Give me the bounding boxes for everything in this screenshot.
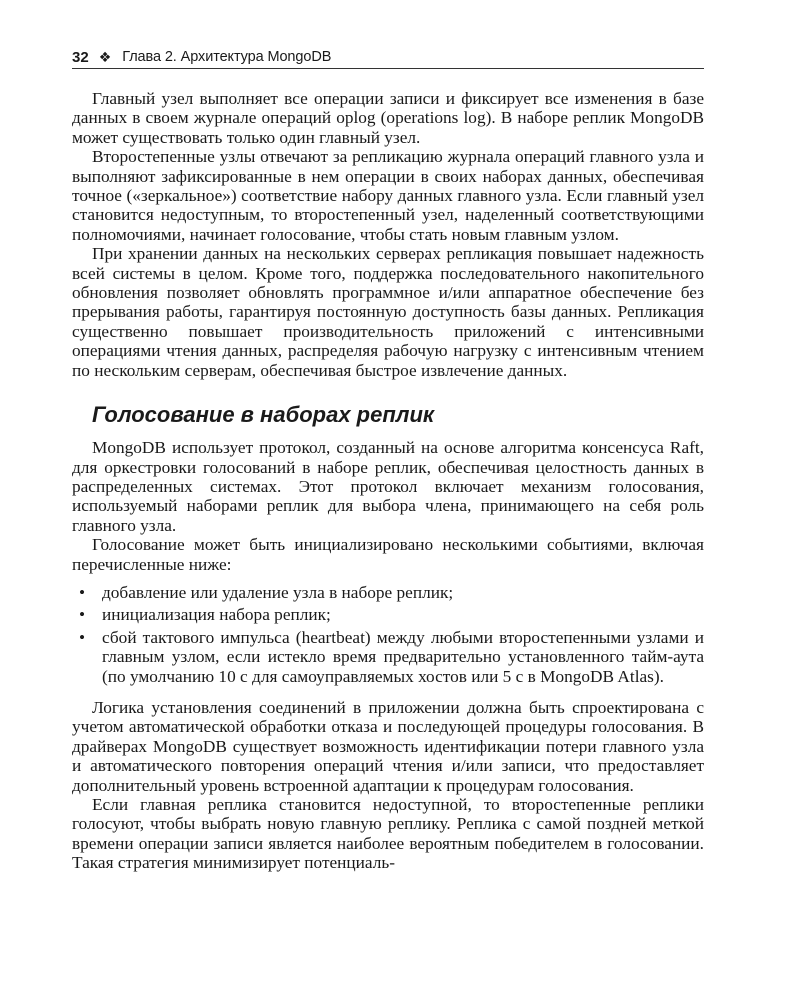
page-number: 32: [72, 48, 89, 66]
book-page: [72, 46, 704, 873]
section-heading: Голосование в наборах реплик: [92, 402, 435, 428]
paragraph-replication-benefits: При хранении данных на нескольких серверах репликация повышает надежность всей системы в целом. Кроме того, поддержка последовательного накопительного обновления позволяет обновлять программное и/или аппаратное обеспечение без прерывания работы, гарантируя постоянную доступность базы данных. Репликация существенно повышает производительность приложений с интенсивными операциями чтения данных, распределяя рабочую нагрузку с интенсивным чтением по нескольким серверам, обеспечивая быстрое извлечение данных.: [72, 244, 704, 380]
chapter-title: Глава 2. Архитектура MongoDB: [122, 49, 332, 65]
paragraph-primary-node: Главный узел выполняет все операции записи и фиксирует все изменения в базе данных в своем журнале операций oplog (operations log). В наборе реплик MongoDB может существовать только один главный узел.: [72, 89, 704, 147]
body-text: [72, 89, 704, 873]
paragraph-election-triggers: Голосование может быть инициализировано несколькими событиями, включая перечисленные ниже:: [72, 535, 704, 574]
list-item-text: сбой тактового импульса (heartbeat) между любыми второстепенными узлами и главным узлом, если истекло время предварительно установленного тайм-аута (по умолчанию 10 с для самоуправляемых хостов или 5 с в MongoDB Atlas).: [102, 627, 704, 686]
list-item-text: добавление или удаление узла в наборе реплик;: [102, 582, 454, 602]
list-item-text: инициализация набора реплик;: [102, 605, 331, 625]
paragraph-election-winner: Если главная реплика становится недоступной, то второстепенные реплики голосуют, чтобы выбрать новую главную реплику. Реплика с самой поздней меткой времени операции записи является наиболее вероятным победителем в голосовании. Такая стратегия минимизирует потенциаль-: [72, 795, 704, 873]
list-item: [78, 605, 704, 625]
list-item: [78, 582, 704, 602]
paragraph-driver-failover: Логика установления соединений в приложении должна быть спроектирована с учетом автоматической обработки отказа и последующей процедуры голосования. В драйверах MongoDB существует возможность идентификации потери главного узла и автоматического повторения операций чтения и/или записи, что предоставляет дополнительный уровень встроенной адаптации к процедурам голосования.: [72, 697, 704, 795]
running-head: [72, 46, 704, 69]
bullet-icon: •: [78, 627, 86, 647]
paragraph-secondary-nodes: Второстепенные узлы отвечают за репликацию журнала операций главного узла и выполняют зафиксированные в нем операции в своих наборах данных, обеспечивая точное («зеркальное») соответствие набору данных главного узла. Если главный узел становится недоступным, то второстепенный узел, наделенный соответствующими полномочиями, начинает голосование, чтобы стать новым главным узлом.: [72, 147, 704, 244]
election-trigger-list: [72, 583, 704, 686]
bullet-icon: •: [78, 582, 86, 602]
ornament-icon: ❖: [98, 48, 112, 65]
paragraph-raft-protocol: MongoDB использует протокол, созданный на основе алгоритма консенсуса Raft, для оркестровки голосований в наборе реплик, обеспечивая целостность данных в распределенных системах. Этот протокол включает механизм голосования, используемый наборами реплик для выбора члена, принимающего на себя роль главного узла.: [72, 438, 704, 535]
list-item: [78, 627, 704, 686]
bullet-icon: •: [78, 605, 86, 625]
